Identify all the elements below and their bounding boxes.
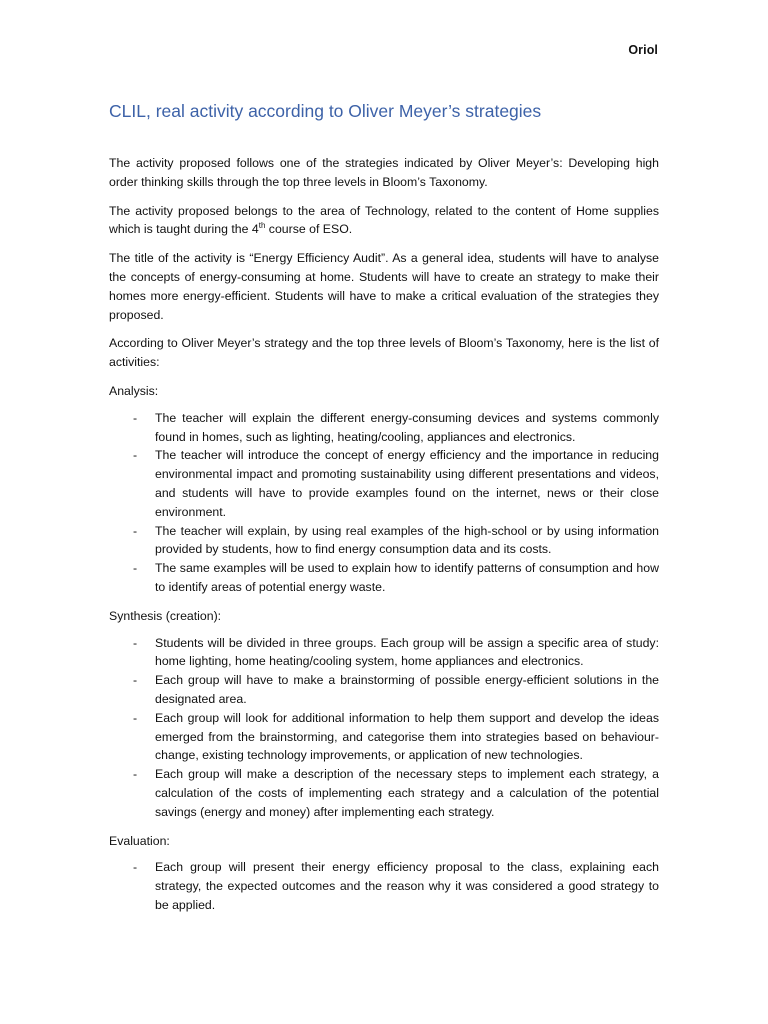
synthesis-list (109, 634, 659, 822)
list-item-text: Each group will present their energy efficiency proposal to the class, explaining each strategy, the expected outcomes and the reason why it was considered a good strategy to be applied. (155, 860, 659, 912)
intro-paragraph-2 (109, 202, 659, 240)
dash-bullet: - (133, 635, 138, 650)
list-item-text: The teacher will explain the different energy-consuming devices and systems commonly found in homes, such as lighting, heating/cooling, appliances and electronics. (155, 410, 659, 444)
dash-bullet: - (133, 673, 138, 688)
intro-paragraph-4: According to Oliver Meyer’s strategy and the top three levels of Bloom’s Taxonomy, here is the list of activities: (109, 336, 659, 370)
list-item (109, 765, 659, 821)
list-item (109, 409, 659, 447)
dash-bullet: - (133, 410, 138, 425)
dash-bullet: - (133, 561, 138, 576)
dash-bullet: - (133, 448, 138, 463)
header-author: Oriol (628, 43, 658, 57)
document-body (109, 154, 659, 925)
list-item-text: Students will be divided in three groups. Each group will be assign a specific area of study: home lighting, home heating/cooling system, home appliances and electronics. (155, 635, 659, 669)
list-item (109, 446, 659, 521)
intro-paragraph-2-text: The activity proposed belongs to the area of Technology, related to the content of Home supplies which is taught during the 4 (109, 203, 659, 237)
intro-paragraph-3: The title of the activity is “Energy Efficiency Audit”. As a general idea, students will have to analyse the concepts of energy-consuming at home. Students will have to create an strategy to make their homes more energy-efficient. Students will have to make a critical evaluation of the strategies they proposed. (109, 251, 659, 322)
intro-paragraph-1: The activity proposed follows one of the strategies indicated by Oliver Meyer’s: Developing high order thinking skills through the top three levels in Bloom’s Taxonomy. (109, 156, 659, 189)
section-heading-synthesis: Synthesis (creation): (109, 608, 222, 623)
list-item-text: Each group will make a description of the necessary steps to implement each strategy, a calculation of the costs of implementing each strategy and a calculation of the potential savings (energy and money) after implementing each strategy. (155, 767, 659, 819)
intro-paragraph-2-end: course of ESO. (265, 222, 353, 237)
list-item (109, 522, 659, 560)
evaluation-list (109, 858, 659, 914)
list-item (109, 634, 659, 672)
list-item (109, 709, 659, 765)
dash-bullet: - (133, 767, 138, 782)
list-item (109, 671, 659, 709)
list-item (109, 858, 659, 914)
section-heading-analysis: Analysis: (109, 383, 159, 398)
list-item-text: The same examples will be used to explain how to identify patterns of consumption and how to identify areas of potential energy waste. (155, 561, 659, 594)
ordinal-suffix: th (258, 221, 266, 231)
dash-bullet: - (133, 710, 138, 725)
list-item-text: Each group will have to make a brainstorming of possible energy-efficient solutions in the designated area. (155, 673, 659, 706)
dash-bullet: - (133, 523, 138, 538)
dash-bullet: - (133, 860, 138, 875)
list-item-text: Each group will look for additional information to help them support and develop the ideas emerged from the brainstorming, and categorise them into strategies based on behaviour-change, existing technology improvements, or application of new technologies. (155, 710, 659, 763)
document-title: CLIL, real activity according to Oliver Meyer’s strategies (109, 101, 542, 121)
list-item-text: The teacher will explain, by using real examples of the high-school or by using information provided by students, how to find energy consumption data and its costs. (155, 523, 659, 557)
list-item (109, 559, 659, 597)
analysis-list (109, 409, 659, 597)
section-heading-evaluation: Evaluation: (109, 833, 170, 848)
list-item-text: The teacher will introduce the concept of energy efficiency and the importance in reducing environmental impact and promoting sustainability using different presentations and videos, and students will have to provide examples found on the internet, news or their close environment. (155, 448, 659, 519)
